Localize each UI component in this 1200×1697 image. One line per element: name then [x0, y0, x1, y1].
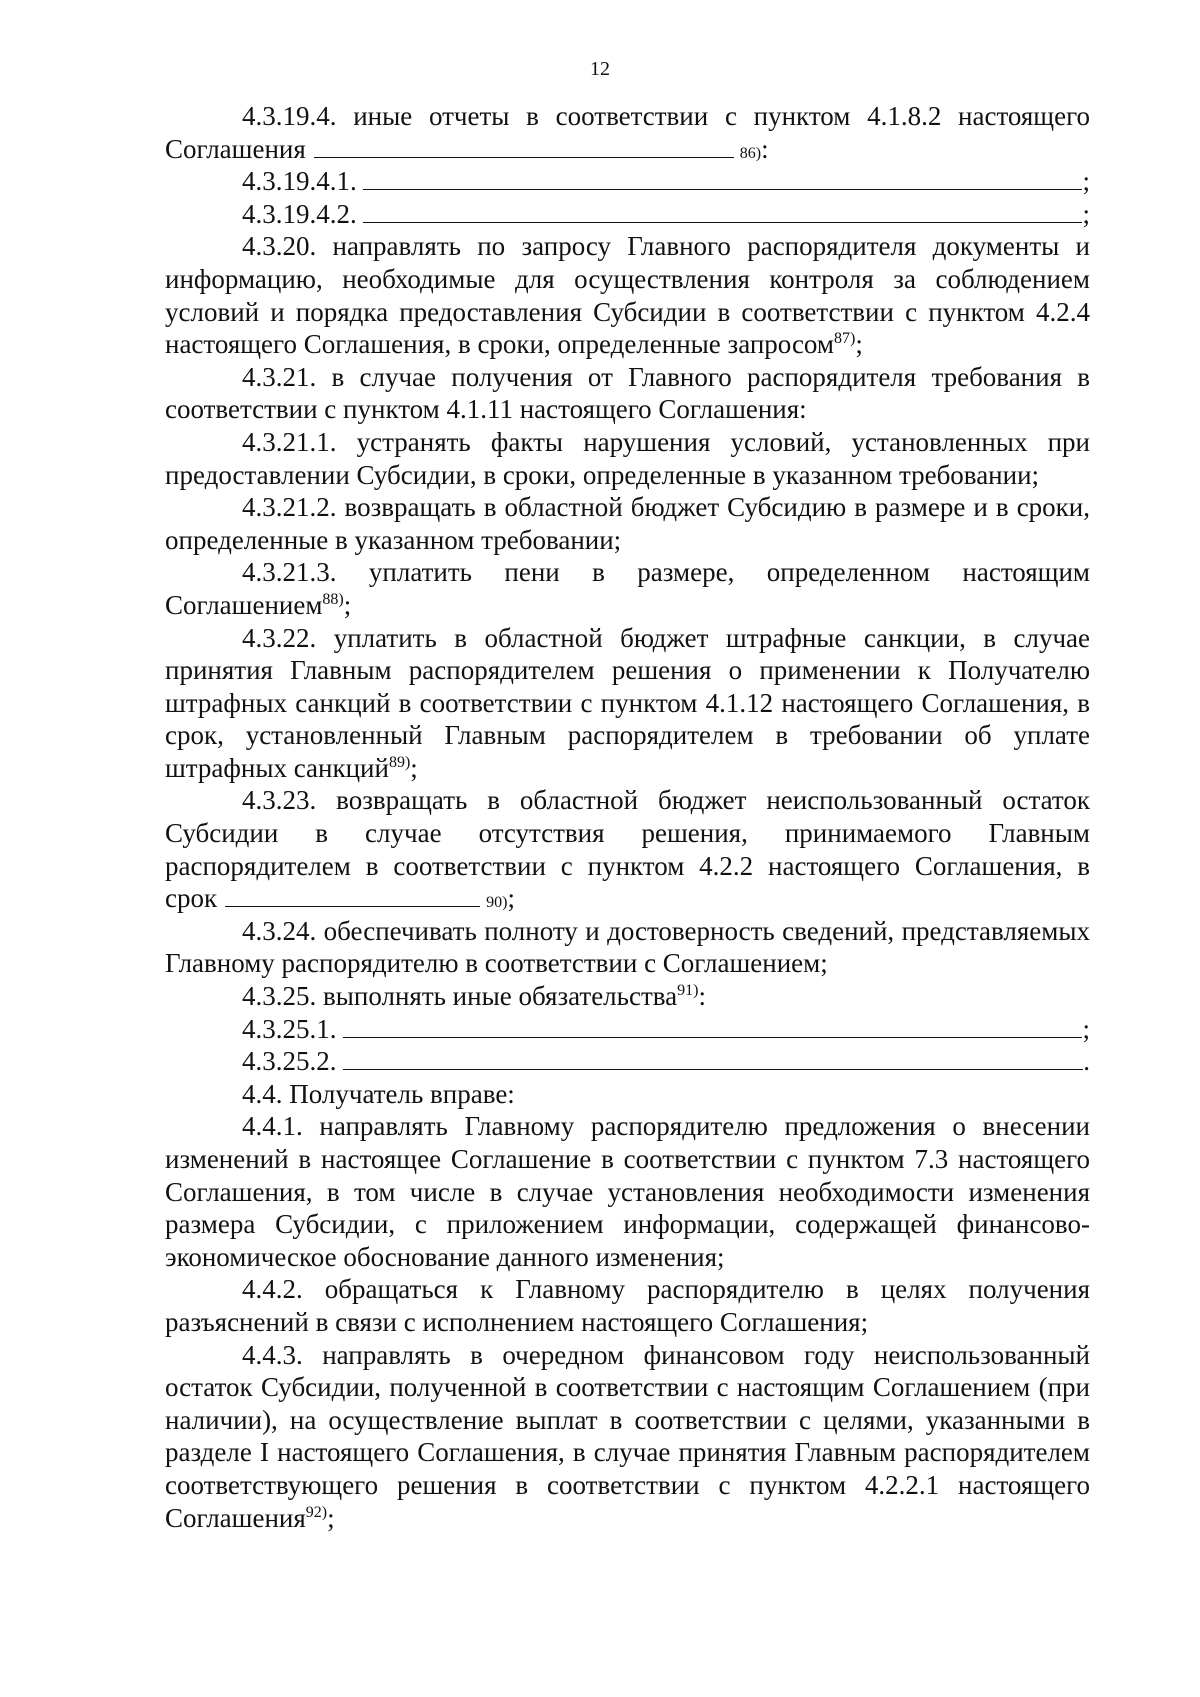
footnote-ref: 91)	[677, 982, 699, 1000]
footnote-ref: 89)	[388, 753, 411, 771]
item-number: 4.3.19.4.1.	[242, 166, 357, 197]
paragraph-4-3-19-4: 4.3.19.4. иные отчеты в соответствии с пунктом 4.1.8.2 настоящего	[242, 101, 1090, 131]
paragraph-4-3-21-3	[165, 556, 1090, 621]
punctuation: ;	[343, 589, 352, 620]
page-number: 12	[590, 58, 610, 80]
text-fragment: срок	[165, 883, 218, 914]
punctuation: ;	[410, 752, 418, 783]
paragraph-4-3-25-1	[165, 1013, 1090, 1046]
paragraph-4-3-19-4-cont: Соглашения 86) :	[165, 133, 769, 164]
punctuation: :	[698, 981, 706, 1012]
paragraph-4-3-24: 4.3.24. обеспечивать полноту и достоверность сведений, представляемых Главному распорядителю в соответствии с Соглашением;	[165, 915, 1090, 979]
punctuation: ;	[1082, 198, 1090, 229]
blank-line	[225, 905, 480, 907]
punctuation: :	[761, 133, 769, 164]
blank-line	[363, 221, 1083, 223]
paragraph-4-4-2: 4.4.2. обращаться к Главному распорядителю в целях получения разъяснений в связи с исполнением настоящего Соглашения;	[165, 1274, 1090, 1337]
paragraph-4-4-1: 4.4.1. направлять Главному распорядителю предложения о внесении изменений в настоящее Соглашение в соответствии с пунктом 7.3 настоящего Соглашения, в том числе в случае установления необходимости изменения размера Субсидии, с приложением информации, содержащей финансово-экономическое обоснование данного изменения;	[165, 1111, 1090, 1272]
punctuation: ;	[1082, 166, 1090, 197]
paragraph-4-4-3	[165, 1339, 1090, 1535]
blank-line	[314, 156, 734, 158]
paragraph-4-4: 4.4. Получатель вправе:	[242, 1078, 515, 1109]
paragraph-4-3-22	[165, 622, 1090, 785]
paragraph-4-3-25	[165, 980, 1090, 1013]
paragraph-4-3-20	[165, 230, 1090, 360]
paragraph-text: 4.3.25. выполнять иные обязательства	[242, 981, 678, 1012]
blank-line	[363, 188, 1083, 190]
footnote-ref: 92)	[305, 1503, 328, 1521]
paragraph-text: 4.3.20. направлять по запросу Главного распорядителя документы и информацию, необходимые для осуществления контроля за соблюдением условий и порядка предоставления Субсидии в соответствии с пунктом 4.2.4 настоящего Соглашения, в сроки, определенные запросом	[165, 231, 1090, 360]
punctuation: .	[1083, 1046, 1090, 1077]
paragraph-text: 4.3.22. уплатить в областной бюджет штрафные санкции, в случае принятия Главным распорядителем решения о применении к Получателю штрафных санкций в соответствии с пунктом 4.1.12 настоящего Соглашения, в срок, установленный Главным распорядителем в требовании об уплате штрафных санкций	[165, 622, 1090, 783]
text-fragment: Соглашения	[165, 133, 306, 164]
blank-line	[343, 1036, 1083, 1038]
footnote-ref: 87)	[834, 330, 856, 348]
paragraph-text: 4.4.3. направлять в очередном финансовом году неиспользованный остаток Субсидии, полученной в соответствии с настоящим Соглашением (при наличии), на осуществление выплат в соответствии с целями, указанными в разделе I настоящего Соглашения, в случае принятия Главным распорядителем соответствующего решения в соответствии с пунктом 4.2.2.1 настоящего Соглашения	[165, 1339, 1090, 1533]
paragraph-4-3-19-4-2	[165, 198, 1090, 231]
punctuation: ;	[507, 883, 515, 914]
item-number: 4.3.25.1.	[242, 1013, 337, 1044]
blank-line	[343, 1068, 1084, 1070]
footnote-ref: 88)	[322, 590, 344, 608]
paragraph-4-3-21-1: 4.3.21.1. устранять факты нарушения условий, установленных при предоставлении Субсидии, в сроки, определенные в указанном требовании;	[165, 426, 1090, 490]
paragraph-4-3-23: 4.3.23. возвращать в областной бюджет неиспользованный остаток Субсидии в случае отсутствия решения, принимаемого Главным распорядителем в соответствии с пунктом 4.2.2 настоящего Соглашения, в	[165, 785, 1090, 881]
paragraph-4-3-23-cont: срок 90) ;	[165, 883, 515, 914]
paragraph-4-3-19-4-1	[165, 165, 1090, 198]
paragraph-4-3-21-2: 4.3.21.2. возвращать в областной бюджет Субсидию в размере и в сроки, определенные в указанном требовании;	[165, 492, 1090, 555]
punctuation: ;	[1082, 1013, 1090, 1044]
paragraph-4-3-25-2	[165, 1045, 1090, 1078]
item-number: 4.3.25.2.	[242, 1046, 337, 1077]
item-number: 4.3.19.4.2.	[242, 198, 357, 229]
paragraph-text: 4.3.21.3. уплатить пени в размере, определенном настоящим Соглашением	[165, 557, 1090, 620]
paragraph-4-3-21: 4.3.21. в случае получения от Главного распорядителя требования в соответствии с пунктом 4.1.11 настоящего Соглашения:	[165, 361, 1090, 425]
punctuation: ;	[327, 1502, 335, 1533]
punctuation: ;	[855, 329, 863, 360]
document-body	[165, 100, 1090, 1534]
